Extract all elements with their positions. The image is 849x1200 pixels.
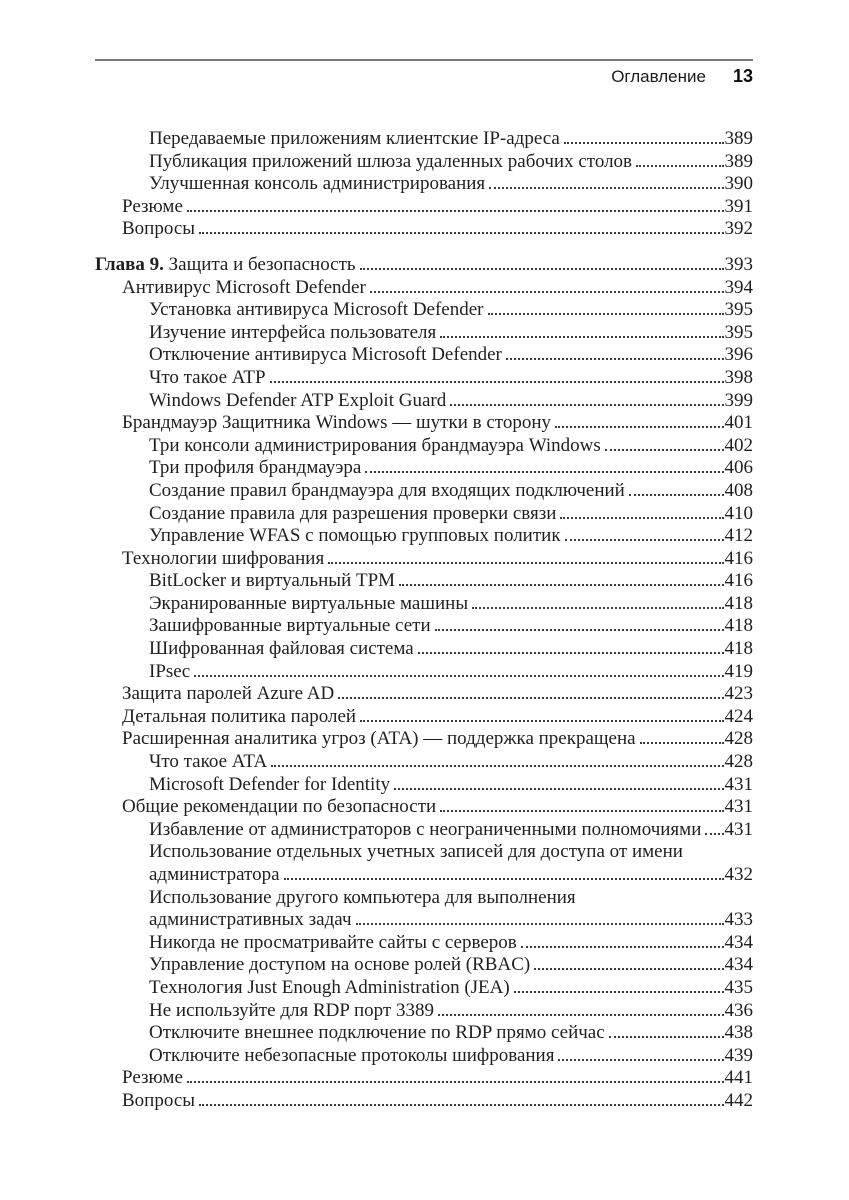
toc-entry <box>95 344 753 367</box>
dot-leader <box>365 471 723 473</box>
toc-entry-page: 416 <box>724 547 753 569</box>
dot-leader <box>270 381 724 383</box>
toc-entry <box>95 435 753 458</box>
toc-entry <box>95 977 753 1000</box>
toc-entry-page: 402 <box>724 434 753 456</box>
toc-entry-page: 408 <box>724 479 753 501</box>
toc-entry <box>95 1090 753 1113</box>
dot-leader <box>360 720 723 722</box>
toc-entry-page: 418 <box>724 638 753 660</box>
toc-entry <box>95 661 753 684</box>
dot-leader <box>565 539 724 541</box>
dot-leader <box>555 426 724 428</box>
toc-entry-page: 428 <box>724 751 753 773</box>
toc-entry-page: 433 <box>724 909 753 931</box>
toc-entry-title: Microsoft Defender for Identity <box>149 773 391 795</box>
dot-leader <box>440 336 723 338</box>
dot-leader <box>435 629 724 631</box>
toc-entry-page: 390 <box>724 173 753 195</box>
dot-leader <box>558 1059 723 1061</box>
toc-entry-page: 406 <box>724 457 753 479</box>
toc-entry-page: 394 <box>724 276 753 298</box>
toc-entry-title: Публикация приложений шлюза удаленных рабочих столов <box>149 150 633 172</box>
toc-entry-page: 398 <box>724 366 753 388</box>
toc-entry-title: Использование отдельных учетных записей для доступа от имени <box>149 841 683 863</box>
toc-entry-title: Установка антивируса Microsoft Defender <box>149 299 484 321</box>
dot-leader <box>514 991 724 993</box>
toc-entry-page: 399 <box>724 389 753 411</box>
toc-entry <box>95 548 753 571</box>
running-header-page-number: 13 <box>732 66 753 86</box>
toc-entry-title: администратора <box>149 864 280 885</box>
toc-entry-page: 395 <box>724 321 753 343</box>
toc-entry <box>95 728 753 751</box>
toc-entry-page: 435 <box>724 976 753 998</box>
toc-entry-title: Общие рекомендации по безопасности <box>122 796 437 818</box>
toc-entry-page: 439 <box>724 1044 753 1066</box>
toc-entry <box>95 412 753 435</box>
toc-entry <box>95 706 753 729</box>
toc-entry <box>95 457 753 480</box>
toc-entry-title: Резюме <box>122 195 183 217</box>
toc-entry <box>95 367 753 390</box>
toc-entry-title: Передаваемые приложениям клиентские IP-адреса <box>149 128 560 149</box>
dot-leader <box>705 833 723 835</box>
toc-entry <box>95 525 753 548</box>
toc-entry <box>95 218 753 241</box>
toc-entry-page: 401 <box>724 412 753 434</box>
dot-leader <box>564 142 724 144</box>
toc-entry-page: 431 <box>724 796 753 818</box>
dot-leader <box>438 1014 724 1016</box>
dot-leader <box>199 1104 723 1106</box>
running-header <box>95 66 753 87</box>
toc-entry-title: Управление WFAS с помощью групповых политик <box>149 525 561 547</box>
toc-entry <box>95 796 753 819</box>
toc-entry <box>95 173 753 196</box>
dot-leader <box>199 232 723 234</box>
toc-entry-title: Защита и безопасность <box>168 253 356 275</box>
toc-entry <box>95 954 753 977</box>
toc-entry <box>95 196 753 219</box>
toc-entry-title: Брандмауэр Защитника Windows — шутки в сторону <box>122 412 551 434</box>
dot-leader <box>521 946 724 948</box>
toc-entry <box>95 1067 753 1090</box>
toc-entry <box>95 864 753 887</box>
toc-entry-title: Windows Defender ATP Exploit Guard <box>149 389 447 411</box>
toc-entry <box>95 932 753 955</box>
toc-entry-page: 391 <box>724 195 753 217</box>
toc-entry-title: Не используйте для RDP порт 3389 <box>149 999 434 1021</box>
toc-entry <box>95 615 753 638</box>
dot-leader <box>187 210 724 212</box>
toc-entry-page: 424 <box>724 705 753 727</box>
toc-entry-title: Детальная политика паролей <box>122 705 357 727</box>
dot-leader <box>338 697 723 699</box>
dot-leader <box>360 268 724 270</box>
dot-leader <box>605 449 724 451</box>
toc-entry-title: Управление доступом на основе ролей (RBAC) <box>149 954 531 976</box>
dot-leader <box>440 810 723 812</box>
dot-leader <box>636 165 723 167</box>
toc-entry-title: IPsec <box>149 660 191 682</box>
toc-entry-page: 419 <box>724 660 753 682</box>
toc-entry-page: 389 <box>724 128 753 149</box>
toc-entry-title: Защита паролей Azure AD <box>122 683 335 705</box>
dot-leader <box>399 584 723 586</box>
dot-leader <box>640 742 724 744</box>
toc-entry-page: 416 <box>724 570 753 592</box>
toc-entry-title: Три профиля брандмауэра <box>149 457 362 479</box>
toc-entry-page: 436 <box>724 999 753 1021</box>
dot-leader <box>328 562 723 564</box>
header-rule <box>95 59 753 61</box>
toc-entry <box>95 277 753 300</box>
toc-entry <box>95 887 753 910</box>
toc-entry <box>95 503 753 526</box>
dot-leader <box>418 652 724 654</box>
toc-entry-title: Изучение интерфейса пользователя <box>149 321 437 343</box>
toc-entry-title: Технология Just Enough Administration (JEA) <box>149 976 510 998</box>
toc-entry-title: Создание правил брандмауэра для входящих подключений <box>149 479 625 501</box>
dot-leader <box>450 404 723 406</box>
toc-entry-title: Отключение антивируса Microsoft Defender <box>149 344 502 366</box>
dot-leader <box>629 494 724 496</box>
toc-entry-page: 423 <box>724 683 753 705</box>
toc-entry <box>95 841 753 864</box>
dot-leader <box>560 517 723 519</box>
toc-entry-title: Зашифрованные виртуальные сети <box>149 615 431 637</box>
toc-entry <box>95 322 753 345</box>
toc-entry-title: Расширенная аналитика угроз (ATA) — поддержка прекращена <box>122 728 636 750</box>
running-header-title: Оглавление <box>611 67 706 86</box>
toc-entry-page: 395 <box>724 299 753 321</box>
dot-leader <box>534 968 723 970</box>
toc-entry <box>95 683 753 706</box>
toc-entry-title: Отключите внешнее подключение по RDP прямо сейчас <box>149 1022 605 1044</box>
toc-entry-page: 393 <box>724 253 753 275</box>
toc-entry <box>95 1045 753 1068</box>
dot-leader <box>284 878 724 880</box>
toc-entry-title: Отключите небезопасные протоколы шифрования <box>149 1044 555 1066</box>
toc-entry <box>95 1022 753 1045</box>
toc-entry <box>95 819 753 842</box>
toc-entry-page: 434 <box>724 954 753 976</box>
toc-entry <box>95 390 753 413</box>
dot-leader <box>271 765 723 767</box>
toc-entry <box>95 151 753 174</box>
toc-entry <box>95 1000 753 1023</box>
toc-entry-title: Что такое ATP <box>149 366 266 388</box>
toc-entry-page: 410 <box>724 502 753 524</box>
toc-entry-page: 431 <box>724 818 753 840</box>
toc-entry-title: административных задач <box>149 909 352 931</box>
toc-entry <box>95 480 753 503</box>
toc-entry-title: Избавление от администраторов с неограниченными полномочиями <box>149 818 702 840</box>
toc-entry <box>95 299 753 322</box>
toc-entry-page: 428 <box>724 728 753 750</box>
toc-entry-title: Три консоли администрирования брандмауэра Windows <box>149 434 601 456</box>
toc-entry <box>95 128 753 151</box>
toc-entry-title: Создание правила для разрешения проверки связи <box>149 502 557 524</box>
toc-entry-page: 441 <box>724 1067 753 1089</box>
toc-entry <box>95 254 753 277</box>
toc-entry <box>95 909 753 932</box>
toc-entry-page: 396 <box>724 344 753 366</box>
toc-entry-page: 389 <box>724 150 753 172</box>
toc-entry-page: 392 <box>724 218 753 240</box>
toc-entry-title: Экранированные виртуальные машины <box>149 592 469 614</box>
toc-entry-page: 431 <box>724 773 753 795</box>
toc-entry <box>95 570 753 593</box>
toc-list <box>95 128 753 1113</box>
toc-entry-title: Технологии шифрования <box>122 547 325 569</box>
toc-entry-page: 418 <box>724 615 753 637</box>
toc-entry-title: Вопросы <box>122 1089 196 1111</box>
toc-entry <box>95 774 753 797</box>
dot-leader <box>370 291 724 293</box>
toc-entry-page: 412 <box>724 525 753 547</box>
dot-leader <box>194 675 723 677</box>
dot-leader <box>488 313 724 315</box>
toc-entry-title: BitLocker и виртуальный TPM <box>149 570 396 592</box>
dot-leader <box>356 923 724 925</box>
toc-entry-title: Никогда не просматривайте сайты с серверов <box>149 931 517 953</box>
toc-entry-page: 434 <box>724 931 753 953</box>
toc-entry <box>95 751 753 774</box>
toc-entry-title: Вопросы <box>122 218 196 240</box>
toc-entry-page: 442 <box>724 1089 753 1111</box>
toc-entry-title: Улучшенная консоль администрирования <box>149 173 486 195</box>
toc-entry-page: 438 <box>724 1022 753 1044</box>
dot-leader <box>609 1036 724 1038</box>
toc-entry-title: Антивирус Microsoft Defender <box>122 276 366 298</box>
dot-leader <box>472 607 723 609</box>
toc-entry <box>95 593 753 616</box>
toc-entry-page: 432 <box>724 864 753 885</box>
toc-entry <box>95 638 753 661</box>
toc-entry-title: Использование другого компьютера для выполнения <box>149 886 576 908</box>
dot-leader <box>489 187 723 189</box>
toc-entry-title: Шифрованная файловая система <box>149 638 414 660</box>
dot-leader <box>394 788 723 790</box>
toc-entry-page: 418 <box>724 592 753 614</box>
toc-entry-title: Резюме <box>122 1067 183 1089</box>
toc-entry-title: Что такое ATA <box>149 751 268 773</box>
dot-leader <box>187 1081 724 1083</box>
dot-leader <box>506 358 724 360</box>
toc-entry-prefix: Глава 9. <box>95 253 169 275</box>
